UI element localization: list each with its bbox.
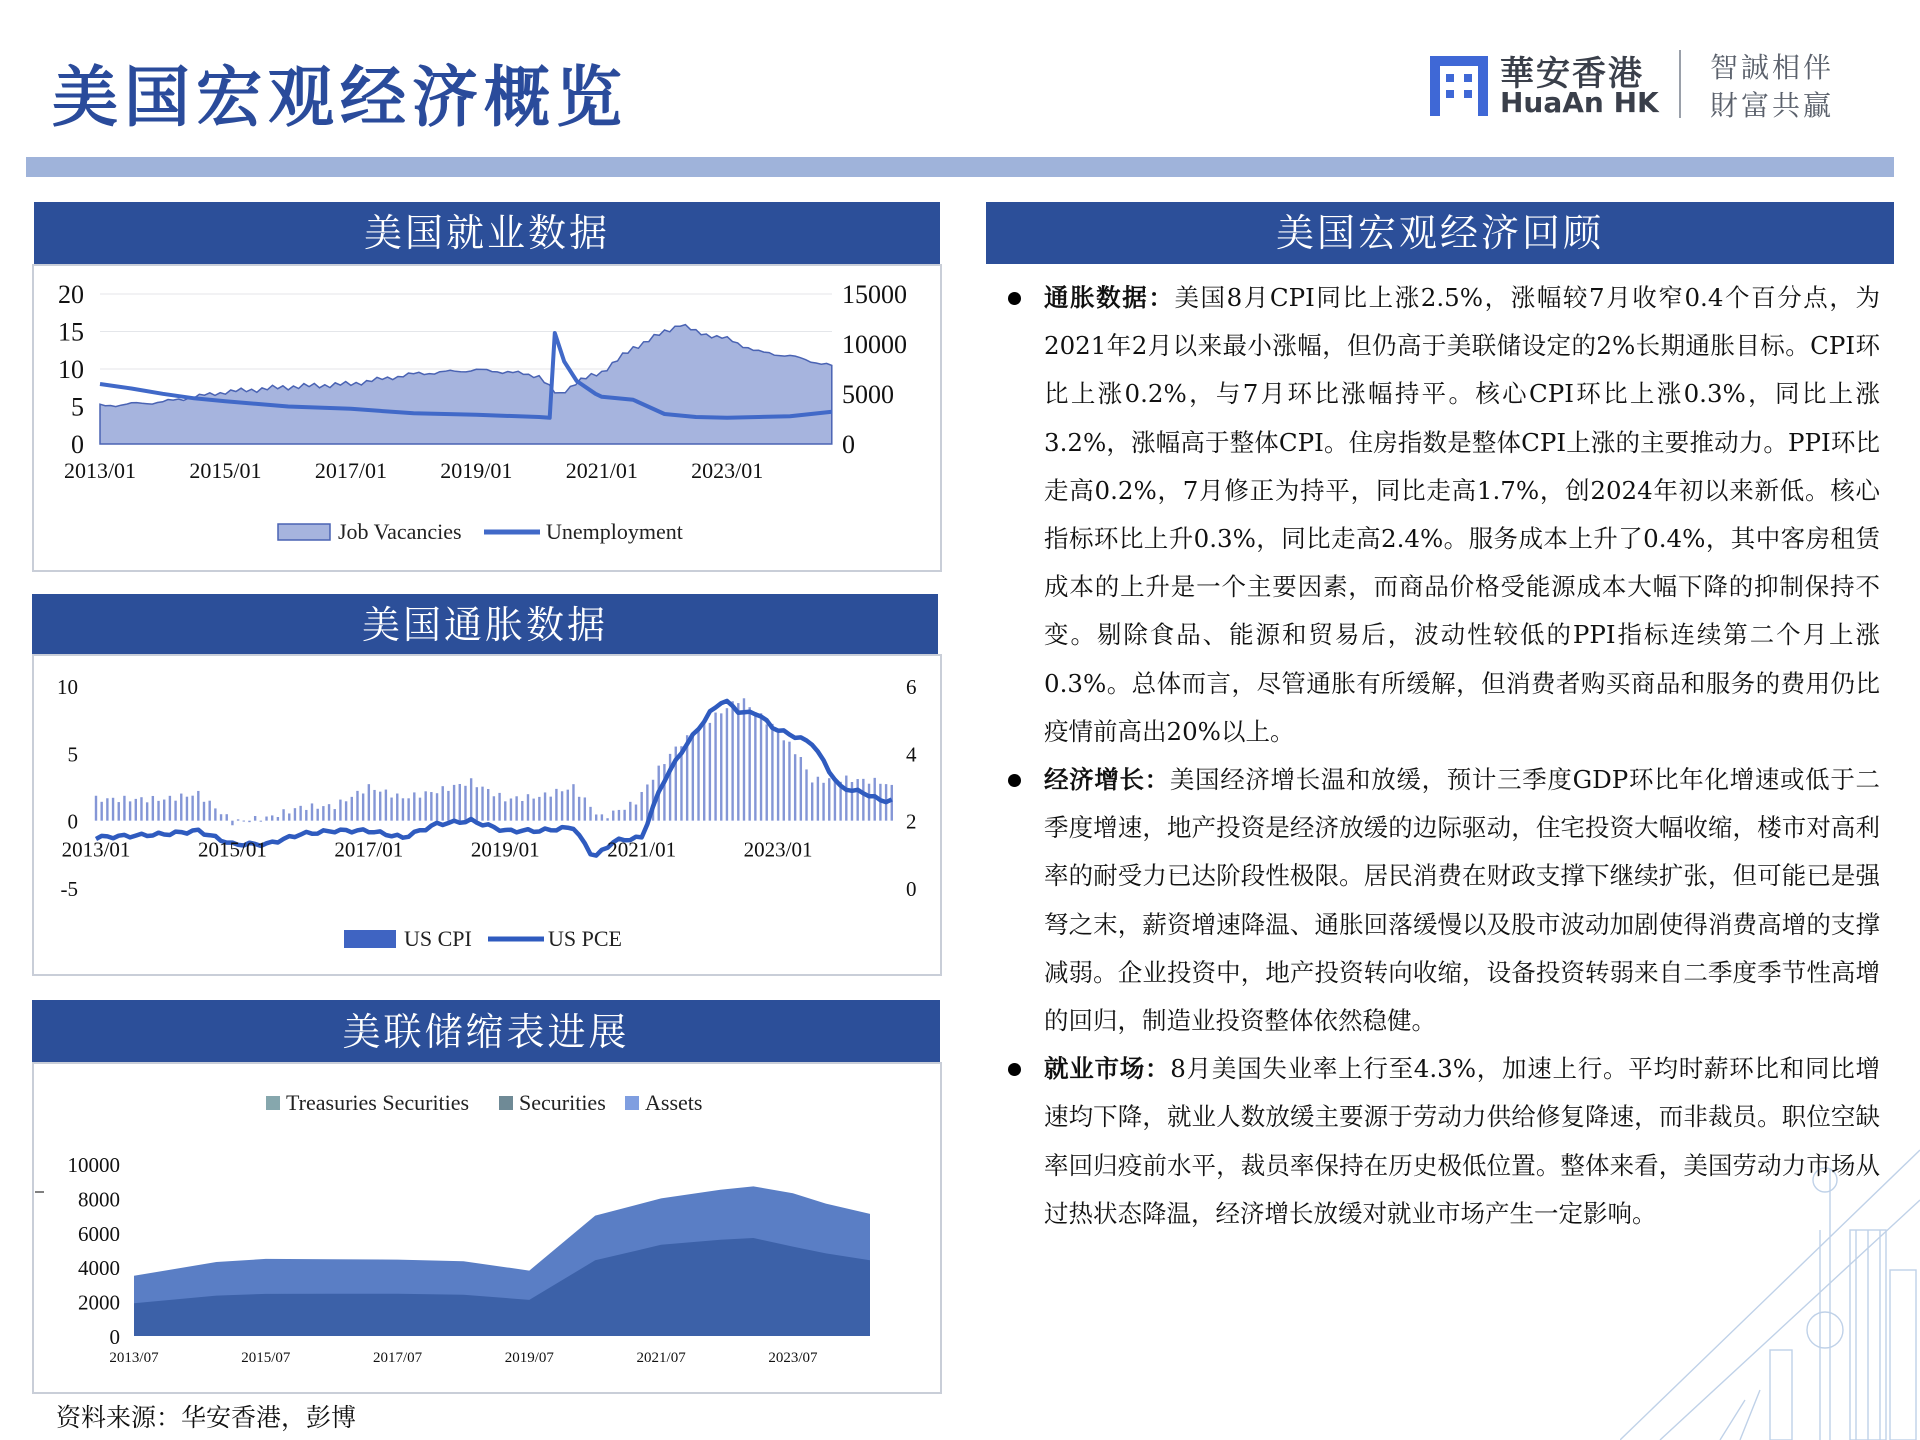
x-tick-label: 2015/01 bbox=[197, 837, 267, 862]
legend-label-unemployment: Unemployment bbox=[546, 519, 683, 544]
cpi-bar bbox=[226, 814, 228, 820]
cpi-bar bbox=[243, 821, 245, 822]
cpi-bar bbox=[476, 787, 478, 820]
cpi-bar bbox=[140, 797, 142, 820]
y-left-tick-label: 15 bbox=[58, 317, 84, 347]
cpi-bar bbox=[777, 733, 779, 821]
cpi-bar bbox=[760, 713, 762, 820]
building-logo-icon bbox=[1424, 50, 1494, 120]
y-right-tick-label: 0 bbox=[906, 877, 917, 901]
cpi-bar bbox=[572, 784, 574, 820]
cpi-bar bbox=[163, 800, 165, 821]
cpi-bar bbox=[544, 792, 546, 820]
review-item-label: 就业市场： bbox=[1044, 1054, 1171, 1084]
cpi-bar bbox=[527, 794, 529, 820]
legend-swatch bbox=[266, 1096, 280, 1110]
legend-swatch bbox=[625, 1096, 639, 1110]
legend-label-us-pce: US PCE bbox=[548, 926, 622, 951]
cpi-bar bbox=[169, 796, 171, 821]
employment-chart-panel bbox=[32, 264, 942, 572]
cpi-bar bbox=[584, 797, 586, 820]
x-tick-label: 2019/07 bbox=[504, 1350, 554, 1366]
review-item-text: 美国经济增长温和放缓，预计三季度GDP环比年化增速或低于二季度增速，地产投资是经济放缓的边际驱动，住宅投资大幅收缩，楼市对高利率的耐受力已达阶段性极限。居民消费在财政支撑下继续扩张，但可能已是强弩之末，薪资增速降温、通胀回落缓慢以及股市波动加剧使得消费高增的支撑减弱。企业投资中，地产投资转向收缩，设备投资转弱来自二季度季节性高增的回归，制造业投资整体依然稳健。 bbox=[1044, 765, 1880, 1036]
x-tick-label: 2017/01 bbox=[334, 837, 404, 862]
cpi-bar bbox=[305, 810, 307, 821]
cpi-bar bbox=[788, 742, 790, 821]
x-tick-label: 2015/01 bbox=[189, 458, 262, 483]
x-tick-label: 2023/01 bbox=[691, 458, 764, 483]
slogan-line-1: 智誠相伴 bbox=[1710, 51, 1835, 84]
balance-sheet-chart bbox=[34, 1064, 940, 1392]
cpi-bar bbox=[345, 801, 347, 820]
cpi-bar bbox=[237, 819, 239, 820]
cpi-bar bbox=[334, 809, 336, 821]
cpi-bar bbox=[311, 803, 313, 820]
cpi-bar bbox=[805, 769, 807, 820]
cpi-bar bbox=[328, 804, 330, 821]
x-tick-label: 2023/01 bbox=[743, 837, 813, 862]
y-right-tick-label: 6 bbox=[906, 675, 917, 699]
cpi-bar bbox=[459, 784, 461, 821]
cpi-bar bbox=[373, 790, 375, 821]
cpi-bar bbox=[157, 801, 159, 821]
cpi-bar bbox=[504, 801, 506, 820]
cpi-bar bbox=[663, 764, 665, 821]
cpi-bar bbox=[407, 798, 409, 820]
legend-swatch-job-vacancies bbox=[278, 524, 330, 540]
y-left-tick-label: 10 bbox=[58, 355, 84, 384]
cpi-bar bbox=[771, 724, 773, 821]
cpi-bar bbox=[635, 805, 637, 821]
cpi-bar bbox=[828, 778, 830, 820]
x-tick-label: 2015/07 bbox=[241, 1350, 291, 1366]
macro-review-text bbox=[1000, 274, 1880, 1238]
cpi-bar bbox=[612, 811, 614, 821]
cpi-bar bbox=[118, 802, 120, 821]
y-right-tick-label: 0 bbox=[842, 430, 855, 459]
cpi-bar bbox=[567, 790, 569, 821]
huaan-logo bbox=[1424, 44, 1884, 124]
cpi-bar bbox=[464, 786, 466, 821]
x-tick-label: 2021/01 bbox=[565, 458, 638, 483]
cpi-bar bbox=[555, 789, 557, 821]
x-tick-label: 2023/07 bbox=[768, 1350, 818, 1366]
cpi-bar bbox=[146, 802, 148, 820]
legend-swatch bbox=[499, 1096, 513, 1110]
x-tick-label: 2013/01 bbox=[63, 458, 137, 483]
cpi-bar bbox=[396, 794, 398, 821]
source-note: 资料来源：华安香港，彭博 bbox=[56, 1403, 357, 1432]
x-tick-label: 2017/01 bbox=[314, 458, 387, 483]
cpi-bar bbox=[436, 793, 438, 820]
cpi-bar bbox=[754, 712, 756, 820]
cpi-bar bbox=[123, 796, 125, 821]
cpi-bar bbox=[703, 722, 705, 820]
cpi-bar bbox=[515, 796, 517, 820]
cpi-bar bbox=[129, 801, 131, 820]
cpi-bar bbox=[538, 797, 540, 821]
cpi-bar bbox=[390, 798, 392, 821]
cpi-bar bbox=[845, 776, 847, 821]
cpi-bar bbox=[868, 784, 870, 821]
y-tick-label: 0 bbox=[109, 1325, 120, 1349]
cpi-bar bbox=[100, 802, 102, 821]
y-tick-label: 4000 bbox=[78, 1256, 120, 1281]
y-right-tick-label: 4 bbox=[906, 742, 917, 767]
y-left-tick-label: 20 bbox=[58, 280, 84, 309]
cpi-bar bbox=[260, 821, 262, 822]
cpi-bar bbox=[720, 713, 722, 820]
cpi-bar bbox=[862, 779, 864, 821]
cpi-bar bbox=[106, 798, 108, 820]
y-left-tick-label: 5 bbox=[67, 742, 78, 767]
cpi-bar bbox=[493, 796, 495, 820]
cpi-bar bbox=[692, 736, 694, 821]
cpi-bar bbox=[191, 796, 193, 821]
cpi-bar bbox=[379, 792, 381, 821]
x-tick-label: 2013/07 bbox=[109, 1350, 159, 1366]
x-tick-label: 2013/01 bbox=[61, 837, 131, 862]
cpi-bar bbox=[498, 793, 500, 821]
y-tick-label: 8000 bbox=[78, 1187, 120, 1212]
cpi-bar bbox=[601, 814, 603, 820]
cpi-bar bbox=[589, 807, 591, 821]
x-tick-label: 2021/01 bbox=[607, 837, 677, 862]
cpi-bar bbox=[294, 808, 296, 821]
cpi-bar bbox=[430, 792, 432, 821]
cpi-bar bbox=[550, 797, 552, 821]
legend-label-job-vacancies: Job Vacancies bbox=[338, 519, 462, 544]
cpi-bar bbox=[731, 701, 733, 820]
y-tick-label: 6000 bbox=[78, 1221, 120, 1246]
series-job-vacancies-area bbox=[100, 325, 832, 444]
cpi-bar bbox=[578, 797, 580, 821]
balance-sheet-panel-header: 美联储缩表进展 bbox=[32, 1000, 940, 1062]
cpi-bar bbox=[152, 796, 154, 821]
cpi-bar bbox=[709, 723, 711, 821]
y-right-tick-label: 10000 bbox=[842, 330, 907, 359]
cpi-bar bbox=[737, 703, 739, 821]
slogan-line-2: 財富共贏 bbox=[1710, 89, 1835, 122]
cpi-bar bbox=[748, 707, 750, 820]
review-item-text: 8月美国失业率上行至4.3%，加速上行。平均时薪环比和同比增速均下降，就业人数放缓主要源于劳动力供给修复降速，而非裁员。职位空缺率回归疫前水平，裁员率保持在历史极低位置。整体来看，美国劳动力市场从过热状态降温，经济增长放缓对就业市场产生一定影响。 bbox=[1044, 1054, 1881, 1228]
cpi-bar bbox=[351, 797, 353, 821]
cpi-bar bbox=[453, 785, 455, 821]
cpi-bar bbox=[851, 782, 853, 821]
cpi-bar bbox=[424, 791, 426, 820]
cpi-bar bbox=[487, 789, 489, 821]
cpi-bar bbox=[817, 777, 819, 821]
legend-label: Treasuries Securities bbox=[286, 1090, 470, 1115]
y-tick-label: 2000 bbox=[78, 1290, 120, 1315]
page-title: 美国宏观经济概览 bbox=[52, 58, 628, 136]
top-divider-bar bbox=[26, 157, 1894, 177]
cpi-bar bbox=[254, 816, 256, 821]
y-right-tick-label: 15000 bbox=[842, 280, 907, 309]
inflation-chart-panel bbox=[32, 654, 942, 976]
y-right-tick-label: 2 bbox=[906, 809, 917, 834]
inflation-panel-header: 美国通胀数据 bbox=[32, 594, 938, 654]
cpi-bar bbox=[339, 800, 341, 821]
y-tick-label: 10000 bbox=[67, 1153, 120, 1177]
cpi-bar bbox=[629, 802, 631, 821]
cpi-bar bbox=[766, 724, 768, 820]
y-left-tick-label: 0 bbox=[67, 809, 78, 834]
cpi-bar bbox=[743, 698, 745, 820]
cpi-bar bbox=[180, 794, 182, 821]
cpi-bar bbox=[282, 809, 284, 820]
cpi-bar bbox=[822, 783, 824, 821]
employment-chart bbox=[34, 266, 940, 570]
review-item-label: 经济增长： bbox=[1044, 765, 1170, 795]
cpi-bar bbox=[834, 779, 836, 821]
cpi-bar bbox=[413, 792, 415, 820]
y-left-tick-label: -5 bbox=[60, 877, 78, 901]
legend-swatch-us-cpi bbox=[344, 930, 396, 948]
review-panel-header: 美国宏观经济回顾 bbox=[986, 202, 1894, 264]
cpi-bar bbox=[356, 791, 358, 821]
cpi-bar bbox=[271, 815, 273, 820]
cpi-bar bbox=[521, 801, 523, 821]
logo-divider bbox=[1679, 50, 1681, 118]
cpi-bar bbox=[811, 782, 813, 820]
cpi-bar bbox=[510, 798, 512, 820]
y-left-tick-label: 0 bbox=[71, 430, 84, 459]
brand-name-cn: 華安香港 bbox=[1500, 54, 1644, 94]
cpi-bar bbox=[362, 793, 364, 820]
cpi-bar bbox=[402, 798, 404, 820]
brand-name-en: HuaAn HK bbox=[1500, 86, 1659, 119]
cpi-bar bbox=[697, 729, 699, 821]
x-tick-label: 2017/07 bbox=[372, 1350, 423, 1366]
cpi-bar bbox=[470, 778, 472, 820]
cpi-bar bbox=[640, 792, 642, 821]
cpi-bar bbox=[714, 713, 716, 821]
inflation-chart bbox=[34, 656, 940, 974]
cpi-bar bbox=[856, 779, 858, 821]
review-item-inflation bbox=[1000, 274, 1880, 756]
cpi-bar bbox=[208, 801, 210, 821]
cpi-bar bbox=[174, 801, 176, 821]
cpi-bar bbox=[368, 784, 370, 821]
cpi-bar bbox=[532, 799, 534, 821]
cpi-bar bbox=[561, 791, 563, 820]
x-tick-label: 2019/01 bbox=[440, 458, 513, 483]
cpi-bar bbox=[277, 817, 279, 821]
review-item-growth bbox=[1000, 756, 1880, 1045]
cpi-bar bbox=[135, 799, 137, 821]
legend-label: Securities bbox=[519, 1090, 606, 1115]
cpi-bar bbox=[231, 821, 233, 826]
y-left-tick-label: 10 bbox=[57, 675, 78, 699]
cpi-bar bbox=[623, 810, 625, 821]
balance-sheet-chart-panel bbox=[32, 1062, 942, 1394]
cpi-bar bbox=[265, 817, 267, 821]
cpi-bar bbox=[726, 708, 728, 820]
x-tick-label: 2021/07 bbox=[636, 1350, 686, 1366]
cpi-bar bbox=[447, 791, 449, 821]
x-tick-label: 2019/01 bbox=[470, 837, 540, 862]
cpi-bar bbox=[618, 810, 620, 821]
bullet-icon bbox=[1008, 292, 1021, 305]
cpi-bar bbox=[669, 754, 671, 821]
cpi-bar bbox=[299, 806, 301, 821]
y-right-tick-label: 5000 bbox=[842, 380, 894, 409]
cpi-bar bbox=[203, 802, 205, 821]
cpi-bar bbox=[794, 754, 796, 820]
cpi-bar bbox=[783, 740, 785, 820]
cpi-bar bbox=[214, 808, 216, 820]
cpi-bar bbox=[112, 798, 114, 821]
cpi-bar bbox=[186, 797, 188, 821]
cpi-bar bbox=[322, 806, 324, 821]
bullet-icon bbox=[1008, 774, 1021, 787]
cpi-bar bbox=[288, 813, 290, 820]
cpi-bar bbox=[481, 787, 483, 821]
cpi-bar bbox=[442, 786, 444, 820]
cpi-bar bbox=[891, 785, 893, 821]
cpi-bar bbox=[419, 798, 421, 821]
cpi-bar bbox=[220, 814, 222, 820]
legend-label: Assets bbox=[645, 1090, 703, 1115]
employment-panel-header: 美国就业数据 bbox=[34, 202, 940, 264]
review-item-employment bbox=[1000, 1045, 1880, 1238]
cpi-bar bbox=[316, 809, 318, 821]
review-item-text: 美国8月CPI同比上涨2.5%，涨幅较7月收窄0.4个百分点，为2021年2月以来最小涨幅，但仍高于美联储设定的2%长期通胀目标。CPI环比上涨0.2%，与7月环比涨幅持平。核心CPI环比上涨0.3%，同比上涨3.2%，涨幅高于整体CPI。住房指数是整体CPI上涨的主要推动力。PPI环比走高0.2%，7月修正为持平，同比走高1.7%，创2024年初以来新低。核心指标环比上升0.3%，同比走高2.4%。服务成本上升了0.4%，其中客房租赁成本的上升是一个主要因素，而商品价格受能源成本大幅下降的抑制保持不变。剔除食品、能源和贸易后，波动性较低的PPI指标连续第二个月上涨0.3%。总体而言，尽管通胀有所缓解，但消费者购买商品和服务的费用仍比疫情前高出20%以上。 bbox=[1044, 283, 1880, 746]
cpi-bar bbox=[95, 796, 97, 821]
cpi-bar bbox=[248, 821, 250, 822]
cpi-bar bbox=[606, 818, 608, 820]
legend-label-us-cpi: US CPI bbox=[404, 926, 472, 951]
bullet-icon bbox=[1008, 1063, 1021, 1076]
review-item-label: 通胀数据： bbox=[1044, 283, 1175, 312]
cpi-bar bbox=[800, 757, 802, 821]
cpi-bar bbox=[595, 814, 597, 820]
cpi-bar bbox=[385, 790, 387, 821]
y-left-tick-label: 5 bbox=[71, 392, 84, 422]
cpi-bar bbox=[197, 791, 199, 821]
